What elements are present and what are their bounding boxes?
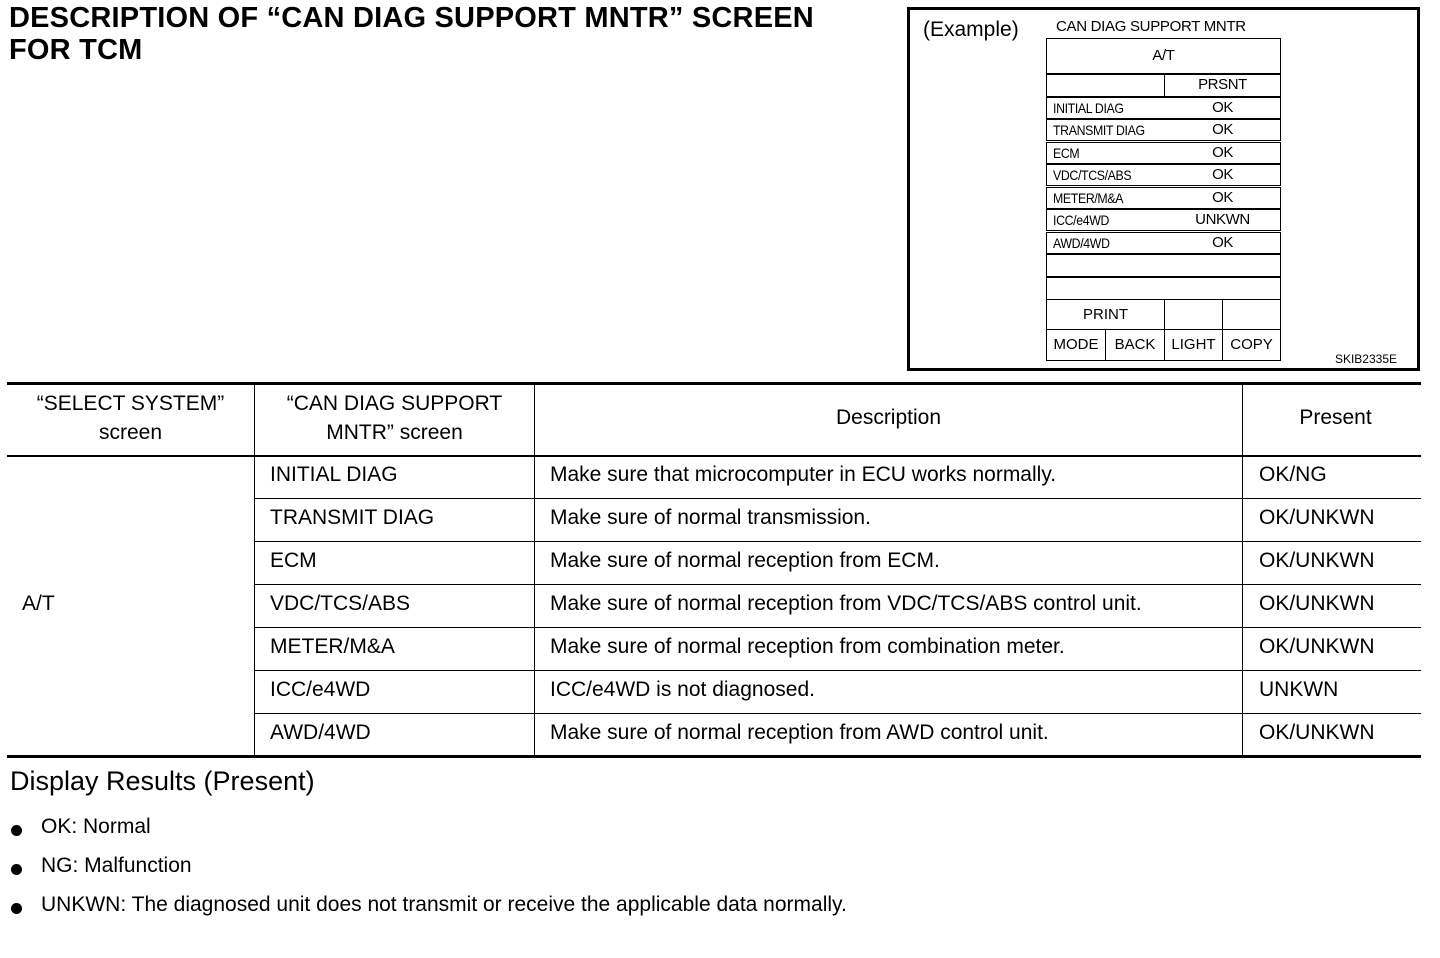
row-description: Make sure of normal reception from AWD control unit. xyxy=(550,721,1049,744)
example-item-value: OK xyxy=(1212,144,1233,161)
print-button[interactable]: PRINT xyxy=(1046,299,1165,330)
row-item: INITIAL DIAG xyxy=(270,463,398,486)
example-item-name: TRANSMIT DIAG xyxy=(1053,122,1145,138)
row-item: AWD/4WD xyxy=(270,721,371,744)
header-can-diag-line-1: “CAN DIAG SUPPORT xyxy=(286,392,503,415)
header-can-diag-line-2: MNTR” screen xyxy=(326,421,463,444)
example-item-name: VDC/TCS/ABS xyxy=(1053,167,1132,183)
row-item: VDC/TCS/ABS xyxy=(270,592,411,615)
example-item-row xyxy=(1046,232,1281,254)
back-button[interactable]: BACK xyxy=(1105,329,1165,361)
example-item-name: ECM xyxy=(1053,145,1080,161)
blank-button[interactable] xyxy=(1222,299,1281,330)
example-item-row xyxy=(1046,97,1281,119)
table-top-rule xyxy=(7,382,1421,385)
results-title: Display Results (Present) xyxy=(10,766,315,796)
example-item-row xyxy=(1046,187,1281,209)
page-title-line-2: FOR TCM xyxy=(9,34,143,66)
row-description: Make sure that microcomputer in ECU works normally. xyxy=(550,463,1057,486)
system-cell: A/T xyxy=(22,592,55,615)
bullet-dot-icon xyxy=(11,903,22,914)
table-header-rule xyxy=(7,455,1421,457)
light-button[interactable]: LIGHT xyxy=(1164,329,1223,361)
row-present: OK/UNKWN xyxy=(1259,592,1375,615)
example-column-header-row xyxy=(1046,74,1281,97)
example-item-row xyxy=(1046,164,1281,186)
example-item-value: OK xyxy=(1212,99,1233,116)
header-select-system-line-2: screen xyxy=(98,421,163,444)
row-item: ICC/e4WD xyxy=(270,678,371,701)
row-description: Make sure of normal reception from VDC/TCS/ABS control unit. xyxy=(550,592,1142,615)
blank-button[interactable] xyxy=(1164,299,1223,330)
example-item-value: OK xyxy=(1212,166,1233,183)
row-item: TRANSMIT DIAG xyxy=(270,506,435,529)
example-empty-row xyxy=(1046,254,1281,277)
list-item-text: NG: Malfunction xyxy=(41,854,192,877)
list-item-text: UNKWN: The diagnosed unit does not transmit or receive the applicable data normally. xyxy=(41,893,847,916)
bullet-dot-icon xyxy=(11,825,22,836)
figure-code: SKIB2335E xyxy=(1334,352,1397,366)
example-item-name: AWD/4WD xyxy=(1053,235,1110,251)
list-item-text: OK: Normal xyxy=(41,815,151,838)
row-description: Make sure of normal transmission. xyxy=(550,506,871,529)
header-present: Present xyxy=(1299,406,1372,429)
row-description: ICC/e4WD is not diagnosed. xyxy=(550,678,815,701)
header-select-system-line-1: “SELECT SYSTEM” xyxy=(36,392,225,415)
row-item: ECM xyxy=(270,549,317,572)
example-item-value: OK xyxy=(1212,234,1233,251)
page-title-line-1: DESCRIPTION OF “CAN DIAG SUPPORT MNTR” SCREEN xyxy=(9,2,814,34)
example-item-value: OK xyxy=(1212,121,1233,138)
example-column-header: PRSNT xyxy=(1198,76,1247,93)
example-item-row xyxy=(1046,119,1281,141)
example-item-value: OK xyxy=(1212,189,1233,206)
example-item-row xyxy=(1046,142,1281,164)
example-item-value: UNKWN xyxy=(1195,211,1250,228)
example-system: A/T xyxy=(1152,47,1175,64)
row-present: OK/UNKWN xyxy=(1259,635,1375,658)
row-present: OK/UNKWN xyxy=(1259,721,1375,744)
row-present: OK/UNKWN xyxy=(1259,549,1375,572)
row-description: Make sure of normal reception from combination meter. xyxy=(550,635,1065,658)
copy-button[interactable]: COPY xyxy=(1222,329,1281,361)
row-present: UNKWN xyxy=(1259,678,1339,701)
row-present: OK/UNKWN xyxy=(1259,506,1375,529)
row-present: OK/NG xyxy=(1259,463,1327,486)
example-figure xyxy=(907,7,1420,371)
example-item-row xyxy=(1046,209,1281,231)
header-description: Description xyxy=(835,406,942,429)
table-bottom-rule xyxy=(7,755,1421,758)
header-can-diag xyxy=(255,389,534,447)
example-label: (Example) xyxy=(923,18,1019,41)
example-screen-title: CAN DIAG SUPPORT MNTR xyxy=(1056,18,1246,35)
example-item-name: INITIAL DIAG xyxy=(1053,100,1124,116)
mode-button[interactable]: MODE xyxy=(1046,329,1106,361)
example-screen xyxy=(1046,38,1281,361)
example-item-name: ICC/e4WD xyxy=(1053,212,1110,228)
row-description: Make sure of normal reception from ECM. xyxy=(550,549,940,572)
row-item: METER/M&A xyxy=(270,635,395,658)
example-system-row xyxy=(1046,38,1281,74)
example-empty-row xyxy=(1046,277,1281,300)
bullet-dot-icon xyxy=(11,864,22,875)
header-select-system xyxy=(7,389,254,447)
example-item-name: METER/M&A xyxy=(1053,190,1124,206)
page-title xyxy=(9,2,814,66)
